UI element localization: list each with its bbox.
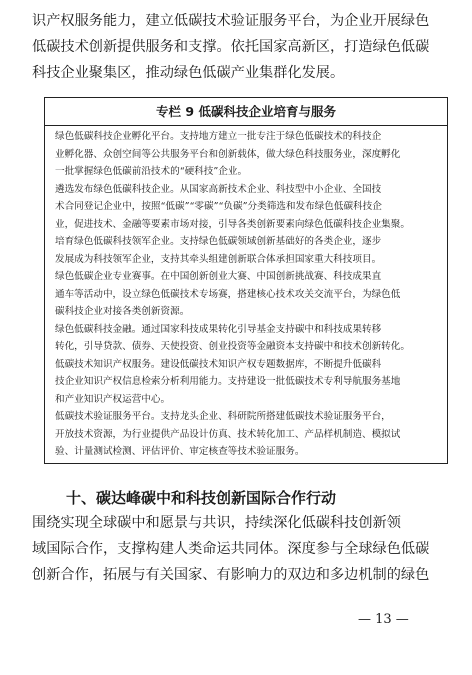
feature-box bbox=[44, 97, 448, 464]
box-line: 遴选发布绿色低碳科技企业。从国家高新技术企业、科技型中小企业、全国技 bbox=[55, 183, 382, 195]
outro-line: 围绕实现全球碳中和愿景与共识，持续深化低碳科技创新领 bbox=[32, 515, 401, 531]
box-line: 转化，引导贷款、债券、天使投资、创业投资等金融资本支持碳中和技术创新转化。 bbox=[55, 341, 410, 352]
box-line: 发展成为科技领军企业，支持其牵头组建创新联合体承担国家重大科技项目。 bbox=[55, 253, 382, 265]
intro-line: 科技企业聚集区，推动绿色低碳产业集群化发展。 bbox=[32, 65, 345, 81]
intro-line: 低碳技术创新提供服务和支撑。依托国家高新区，打造绿色低碳 bbox=[32, 39, 430, 55]
box-line: 业孵化器、众创空间等公共服务平台和创新载体，做大绿色科技服务业，深度孵化 bbox=[55, 148, 401, 160]
box-line: 技企业知识产权信息检索分析利用能力。支持建设一批低碳技术专利导航服务基地 bbox=[55, 376, 401, 387]
box-line: 通车等活动中，设立绿色低碳技术专场赛，搭建核心技术攻关交流平台，为绿色低 bbox=[55, 288, 401, 300]
outro-line: 域国际合作，支撑构建人类命运共同体。深度参与全球绿色低碳 bbox=[32, 541, 430, 557]
intro-paragraph bbox=[32, 8, 442, 86]
box-line: 术合同登记企业中，按照“低碳”“零碳”“负碳”分类筛选和发布绿色低碳科技企 bbox=[55, 201, 382, 212]
box-line: 和产业知识产权运营中心。 bbox=[55, 393, 171, 405]
box-line: 验、计量测试检测、评估评价、审定核查等技术验证服务。 bbox=[55, 446, 305, 457]
box-line: 开放技术资源，为行业提供产品设计仿真、技术转化加工、产品样机制造、模拟试 bbox=[55, 428, 401, 440]
box-line: 业，促进技术、金融等要素市场对接，引导各类创新要素向绿色低碳科技企业集聚。 bbox=[55, 218, 410, 230]
box-line: 一批掌握绿色低碳前沿技术的“硬科技”企业。 bbox=[55, 166, 248, 177]
feature-box-title: 专栏 9 低碳科技企业培育与服务 bbox=[45, 98, 447, 126]
box-line: 绿色低碳企业专业赛事。在中国创新创业大赛、中国创新挑战赛、科技成果直 bbox=[55, 271, 382, 282]
box-line: 培育绿色低碳科技领军企业。支持绿色低碳领域创新基础好的各类企业，逐步 bbox=[55, 236, 382, 247]
box-line: 碳科技企业对接各类创新资源。 bbox=[55, 306, 190, 317]
outro-paragraph bbox=[32, 510, 442, 588]
intro-line: 识产权服务能力，建立低碳技术验证服务平台，为企业开展绿色 bbox=[32, 13, 430, 29]
page-number: — 13 — bbox=[358, 612, 409, 627]
box-line: 绿色低碳科技金融。通过国家科技成果转化引导基金支持碳中和科技成果转移 bbox=[55, 323, 382, 335]
box-line: 绿色低碳科技企业孵化平台。支持地方建立一批专注于绿色低碳技术的科技企 bbox=[55, 131, 382, 142]
section-heading: 十、碳达峰碳中和科技创新国际合作行动 bbox=[66, 489, 337, 507]
box-line: 低碳技术验证服务平台。支持龙头企业、科研院所搭建低碳技术验证服务平台， bbox=[55, 411, 391, 422]
box-line: 低碳技术知识产权服务。建设低碳技术知识产权专题数据库，不断提升低碳科 bbox=[55, 358, 382, 370]
feature-box-body bbox=[45, 126, 447, 461]
outro-line: 创新合作，拓展与有关国家、有影响力的双边和多边机制的绿色 bbox=[32, 567, 430, 583]
